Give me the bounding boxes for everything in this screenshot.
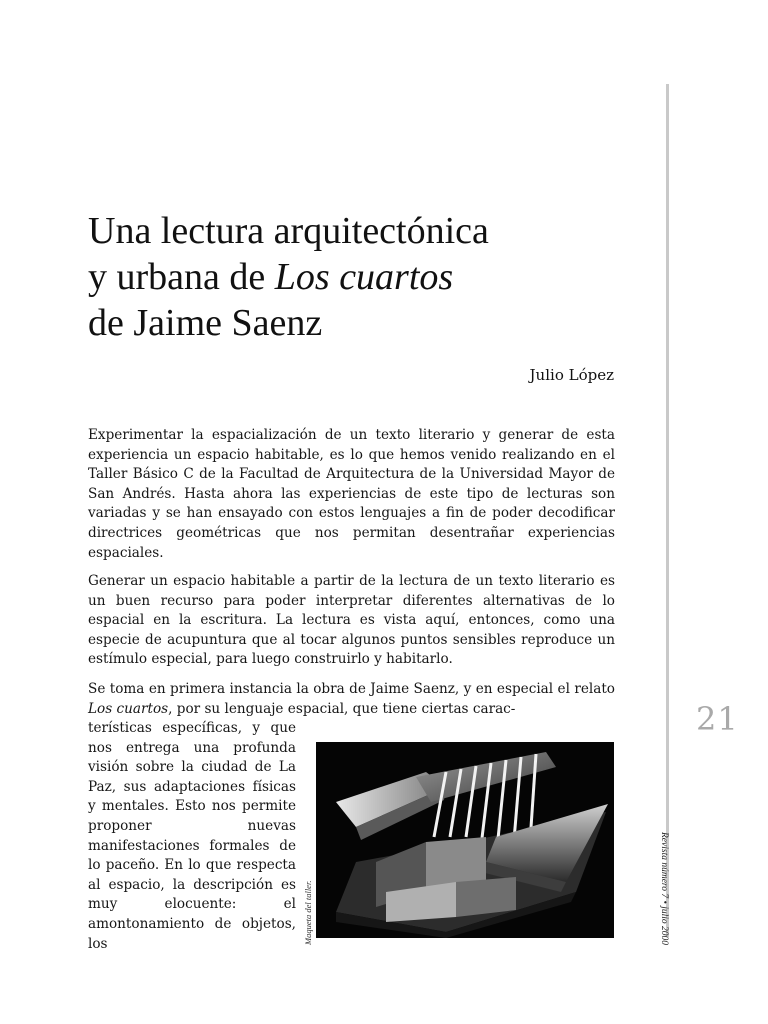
title-line-2-prefix: y urbana de — [88, 256, 275, 298]
photo-caption: Maqueta del taller. — [303, 880, 313, 945]
paragraph-3-narrow-column — [88, 719, 296, 954]
paragraph-3-narrow: terísticas específicas, y que nos entrega una profunda visión sobre la ciudad de La Paz, sus adaptaciones físicas y mentales. Esto nos permite proponer nuevas manifestaciones formales de lo paceño. En lo que respecta al espacio, la descripción es muy elocuente: el amontonamiento de objetos, los — [88, 720, 296, 952]
architectural-model-image — [316, 742, 614, 938]
paragraph-3-intro — [88, 680, 615, 719]
paragraph-2: Generar un espacio habitable a partir de la lectura de un texto literario es un buen recurso para poder interpretar diferentes alternativas de lo espacial en la escritura. La lectura es vista aquí, entonces, como una especie de acupuntura que al tocar algunos puntos sensibles reproduce un estímulo especial, para luego construirlo y habitarlo. — [88, 573, 615, 668]
paragraph-3-italic-title: Los cuartos — [88, 700, 169, 717]
title-line-2-italic: Los cuartos — [274, 256, 454, 298]
title-line-1: Una lectura arquitectónica — [88, 210, 489, 252]
journal-side-note: Revista número 7 • julio 2000 — [659, 832, 669, 946]
page-number: 21 — [696, 700, 739, 738]
article-title — [88, 208, 608, 346]
paragraph-3-line-2-pre: relato — [574, 681, 615, 697]
paragraph-3-line-2-post: , por su lenguaje espacial, que tiene ciertas carac- — [168, 700, 516, 717]
title-line-3: de Jaime Saenz — [88, 302, 323, 344]
margin-rule — [666, 84, 669, 937]
model-photo — [316, 742, 614, 938]
paragraph-1: Experimentar la espacialización de un texto literario y generar de esta experiencia un espacio habitable, es lo que hemos venido realizando en el Taller Básico C de la Facultad de Arquitectura de la Universidad Mayor de San Andrés. Hasta ahora las experiencias de este tipo de lecturas son variadas y se han ensayado con estos lenguajes a fin de poder decodificar directrices geométricas que nos permitan desentrañar experiencias espaciales. — [88, 427, 615, 561]
author-name: Julio López — [529, 366, 614, 384]
paragraph-3-line-1: Se toma en primera instancia la obra de Jaime Saenz, y en especial el — [88, 681, 570, 697]
